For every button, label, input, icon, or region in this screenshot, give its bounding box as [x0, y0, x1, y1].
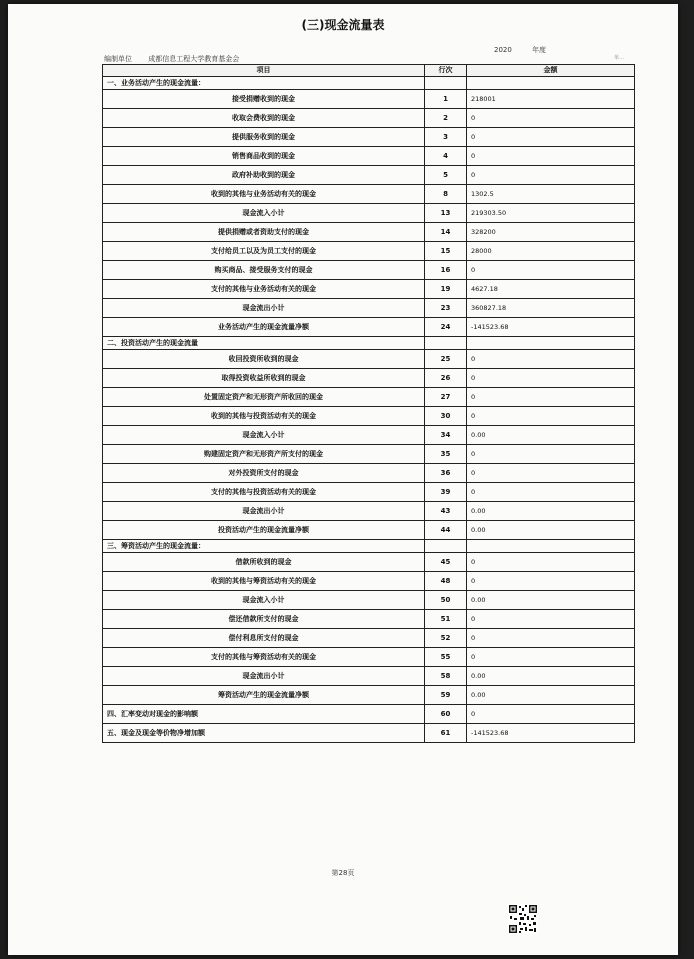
- table-row: [103, 318, 635, 337]
- table-row: [103, 407, 635, 426]
- row-label: 对外投资所支付的现金: [103, 464, 425, 483]
- row-line-no: 59: [425, 686, 467, 705]
- year-value: 2020: [494, 46, 512, 54]
- row-amount: 0: [467, 483, 635, 502]
- row-line-no: 1: [425, 90, 467, 109]
- row-label: 收到的其他与业务活动有关的现金: [103, 185, 425, 204]
- row-line-no: 8: [425, 185, 467, 204]
- table-row: [103, 483, 635, 502]
- row-line-no: 36: [425, 464, 467, 483]
- row-line-no: 3: [425, 128, 467, 147]
- row-amount: 0: [467, 464, 635, 483]
- row-line-no: [425, 77, 467, 90]
- row-line-no: 34: [425, 426, 467, 445]
- row-amount: 4627.18: [467, 280, 635, 299]
- section-row: [103, 705, 635, 724]
- row-amount: 0: [467, 369, 635, 388]
- row-line-no: 19: [425, 280, 467, 299]
- table-row: [103, 299, 635, 318]
- row-label: 偿还借款所支付的现金: [103, 610, 425, 629]
- table-row: [103, 369, 635, 388]
- row-label: 收取会费收到的现金: [103, 109, 425, 128]
- section-row: [103, 77, 635, 90]
- table-row: [103, 388, 635, 407]
- table-row: [103, 648, 635, 667]
- row-label: 二、投资活动产生的现金流量: [103, 337, 425, 350]
- table-header-row: [103, 65, 635, 77]
- row-line-no: 50: [425, 591, 467, 610]
- table-row: [103, 426, 635, 445]
- table-row: [103, 90, 635, 109]
- row-amount: [467, 337, 635, 350]
- row-label: 投资活动产生的现金流量净额: [103, 521, 425, 540]
- row-amount: 0: [467, 128, 635, 147]
- table-row: [103, 553, 635, 572]
- row-amount: 1302.5: [467, 185, 635, 204]
- row-label: 现金流出小计: [103, 667, 425, 686]
- section-row: [103, 540, 635, 553]
- row-line-no: 14: [425, 223, 467, 242]
- table-row: [103, 591, 635, 610]
- row-label: 支付的其他与投资活动有关的现金: [103, 483, 425, 502]
- column-header-amount: 金额: [467, 65, 635, 77]
- row-line-no: 24: [425, 318, 467, 337]
- row-amount: 0: [467, 261, 635, 280]
- row-amount: 0: [467, 705, 635, 724]
- table-body: [103, 77, 635, 743]
- row-line-no: 23: [425, 299, 467, 318]
- table-row: [103, 147, 635, 166]
- table-row: [103, 610, 635, 629]
- row-label: 支付的其他与业务活动有关的现金: [103, 280, 425, 299]
- table-row: [103, 629, 635, 648]
- column-header-item: 项目: [103, 65, 425, 77]
- row-label: 业务活动产生的现金流量净额: [103, 318, 425, 337]
- row-amount: 0: [467, 648, 635, 667]
- page-number: 第28页: [331, 869, 355, 877]
- row-amount: 0: [467, 350, 635, 369]
- row-line-no: 13: [425, 204, 467, 223]
- document-page: [8, 4, 678, 955]
- row-label: 销售商品收到的现金: [103, 147, 425, 166]
- row-label: 收回投资所收到的现金: [103, 350, 425, 369]
- row-amount: 0: [467, 629, 635, 648]
- row-amount: 0: [467, 147, 635, 166]
- row-label: 提供服务收到的现金: [103, 128, 425, 147]
- row-amount: 0: [467, 166, 635, 185]
- row-amount: 0: [467, 388, 635, 407]
- org-info: [104, 54, 239, 64]
- row-label: 收到的其他与筹资活动有关的现金: [103, 572, 425, 591]
- row-amount: 0: [467, 553, 635, 572]
- column-header-line-no: 行次: [425, 65, 467, 77]
- table-row: [103, 280, 635, 299]
- row-line-no: 52: [425, 629, 467, 648]
- row-label: 现金流入小计: [103, 426, 425, 445]
- unit-note: 单…: [614, 55, 625, 61]
- row-amount: 360827.18: [467, 299, 635, 318]
- table-row: [103, 223, 635, 242]
- row-label: 收到的其他与投资活动有关的现金: [103, 407, 425, 426]
- row-amount: 0.00: [467, 521, 635, 540]
- section-row: [103, 724, 635, 743]
- row-line-no: 35: [425, 445, 467, 464]
- row-amount: 0.00: [467, 591, 635, 610]
- table-row: [103, 572, 635, 591]
- row-label: 现金流出小计: [103, 502, 425, 521]
- row-label: 借款所收到的现金: [103, 553, 425, 572]
- table-row: [103, 350, 635, 369]
- table-row: [103, 261, 635, 280]
- row-line-no: 44: [425, 521, 467, 540]
- row-line-no: [425, 540, 467, 553]
- table-row: [103, 204, 635, 223]
- table-row: [103, 185, 635, 204]
- row-line-no: 26: [425, 369, 467, 388]
- row-line-no: 43: [425, 502, 467, 521]
- row-line-no: 61: [425, 724, 467, 743]
- qr-code-icon: [508, 904, 538, 934]
- row-amount: [467, 540, 635, 553]
- row-amount: 328200: [467, 223, 635, 242]
- year-unit: 年度: [532, 46, 547, 54]
- row-line-no: 4: [425, 147, 467, 166]
- org-label: 编制单位: [104, 55, 132, 63]
- row-amount: 0.00: [467, 426, 635, 445]
- table-row: [103, 686, 635, 705]
- row-label: 购买商品、接受服务支付的现金: [103, 261, 425, 280]
- row-label: 筹资活动产生的现金流量净额: [103, 686, 425, 705]
- row-label: 提供捐赠或者资助支付的现金: [103, 223, 425, 242]
- row-amount: -141523.68: [467, 724, 635, 743]
- row-amount: -141523.68: [467, 318, 635, 337]
- row-amount: 0: [467, 109, 635, 128]
- row-line-no: 25: [425, 350, 467, 369]
- row-label: 四、汇率变动对现金的影响额: [103, 705, 425, 724]
- row-label: 接受捐赠收到的现金: [103, 90, 425, 109]
- row-line-no: 5: [425, 166, 467, 185]
- row-amount: 0.00: [467, 667, 635, 686]
- row-line-no: 45: [425, 553, 467, 572]
- org-name: 成都信息工程大学教育基金会: [148, 55, 240, 63]
- row-line-no: 60: [425, 705, 467, 724]
- row-label: 取得投资收益所收到的现金: [103, 369, 425, 388]
- row-line-no: 16: [425, 261, 467, 280]
- table-row: [103, 667, 635, 686]
- row-label: 政府补助收到的现金: [103, 166, 425, 185]
- table-row: [103, 445, 635, 464]
- row-line-no: 27: [425, 388, 467, 407]
- table-row: [103, 502, 635, 521]
- row-line-no: 2: [425, 109, 467, 128]
- row-label: 购建固定资产和无形资产所支付的现金: [103, 445, 425, 464]
- document-title: (三)现金流量表: [301, 18, 385, 32]
- row-label: 支付的其他与筹资活动有关的现金: [103, 648, 425, 667]
- row-line-no: 58: [425, 667, 467, 686]
- row-label: 处置固定资产和无形资产所收回的现金: [103, 388, 425, 407]
- row-line-no: 15: [425, 242, 467, 261]
- row-amount: 0: [467, 445, 635, 464]
- row-amount: 0: [467, 407, 635, 426]
- table-row: [103, 109, 635, 128]
- row-amount: 219303.50: [467, 204, 635, 223]
- row-label: 现金流出小计: [103, 299, 425, 318]
- row-line-no: [425, 337, 467, 350]
- row-amount: 0.00: [467, 502, 635, 521]
- row-amount: 0: [467, 610, 635, 629]
- row-amount: 0: [467, 572, 635, 591]
- cash-flow-table: [102, 64, 635, 743]
- row-amount: 218001: [467, 90, 635, 109]
- row-label: 三、筹资活动产生的现金流量：: [103, 540, 425, 553]
- table-row: [103, 166, 635, 185]
- report-year: [494, 45, 546, 55]
- row-label: 支付给员工以及为员工支付的现金: [103, 242, 425, 261]
- row-line-no: 51: [425, 610, 467, 629]
- row-line-no: 39: [425, 483, 467, 502]
- row-label: 五、现金及现金等价物净增加额: [103, 724, 425, 743]
- row-line-no: 48: [425, 572, 467, 591]
- row-label: 现金流入小计: [103, 204, 425, 223]
- row-label: 偿付利息所支付的现金: [103, 629, 425, 648]
- table-row: [103, 128, 635, 147]
- table-row: [103, 521, 635, 540]
- row-amount: 28000: [467, 242, 635, 261]
- table-row: [103, 464, 635, 483]
- row-amount: 0.00: [467, 686, 635, 705]
- table-row: [103, 242, 635, 261]
- row-line-no: 30: [425, 407, 467, 426]
- row-label: 现金流入小计: [103, 591, 425, 610]
- section-row: [103, 337, 635, 350]
- row-amount: [467, 77, 635, 90]
- row-label: 一、业务活动产生的现金流量：: [103, 77, 425, 90]
- row-line-no: 55: [425, 648, 467, 667]
